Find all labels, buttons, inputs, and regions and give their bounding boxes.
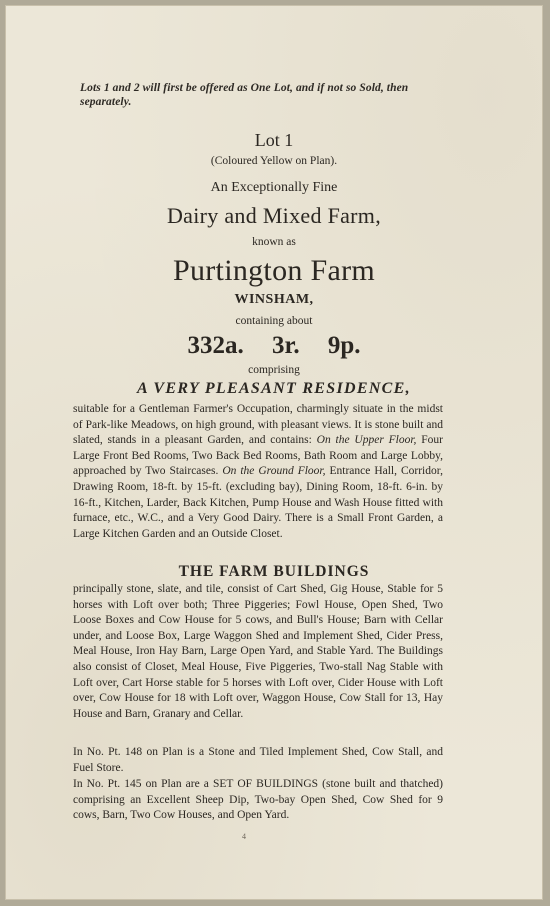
- upper-floor-label: On the Upper Floor,: [316, 434, 417, 447]
- village-name: WINSHAM,: [234, 292, 314, 307]
- containing-text: containing about: [235, 315, 313, 327]
- plot-148-description: In No. Pt. 148 on Plan is a Stone and Tiled Implement Shed, Cow Stall, and Fuel Store.: [73, 746, 443, 774]
- acreage-figure: 332a. 3r. 9p.: [187, 332, 361, 359]
- headline-line1: An Exceptionally Fine: [210, 180, 338, 195]
- residence-text-part2: Four Large Front Bed Rooms, Two Back Bed Rooms, Bath Room and Large Lobby, approached by Two Staircases.: [73, 434, 443, 478]
- lot-title: Lot 1: [254, 130, 294, 150]
- farm-buildings-description: principally stone, slate, and tile, consist of Cart Shed, Gig House, Stable for 5 horses with Loft over both; Three Piggeries; Fowl House, Open Shed, Two Loose Boxes and Cow House for 5 cows, and Bull's House; Barn with Cellar under, and Loose Box, Large Waggon Shed and Implement Shed, Cider Press, Meal House, Iron Hay Barn, Large Open Yard, and Stable Yard. The Buildings also consist of Closet, Meal House, Five Piggeries, Two-stall Nag Stable with Loft over, Cart Horse stable for 5 horses with Loft over, Cider House with Loft over, Cow House for 18 with Loft over, Waggon House, Cow Stall for 13, Hay House and Barn, Granary and Cellar.: [73, 583, 443, 720]
- intro-note: Lots 1 and 2 will first be offered as One Lot, and if not so Sold, then separately.: [80, 82, 409, 108]
- residence-text-part1: suitable for a Gentleman Farmer's Occupation, charmingly situate in the midst of Park-like Meadows, on high ground, with pleasant views. It is stone built and slated, stands in a pleasant Garden, and contains:: [73, 403, 443, 447]
- lot-subtitle: (Coloured Yellow on Plan).: [210, 155, 338, 167]
- farm-name-heading: Purtington Farm: [172, 254, 375, 287]
- page-folio-mark: 4: [242, 832, 246, 841]
- known-as-text: known as: [252, 236, 296, 248]
- farm-type-heading: Dairy and Mixed Farm,: [166, 203, 382, 228]
- residence-heading: A VERY PLEASANT RESIDENCE,: [137, 380, 411, 397]
- comprising-text: comprising: [248, 364, 300, 376]
- ground-floor-label: On the Ground Floor,: [222, 465, 326, 478]
- residence-description: [73, 402, 443, 542]
- plot-145-description: In No. Pt. 145 on Plan are a SET OF BUILDINGS (stone built and thatched) comprising an Excellent Sheep Dip, Two-bay Open Shed, Cow Shed for 9 cows, Barn, Two Cow Houses, and Open Yard.: [73, 778, 443, 822]
- residence-text-part3: Entrance Hall, Corridor, Drawing Room, 18-ft. by 15-ft. (excluding bay), Dining Room, 18-ft. 6-in. by 16-ft., Kitchen, Larder, Back Kitchen, Pump House and Wash House fitted with furnace, etc., W.C., and a Very Good Dairy. There is a Small Front Garden, a Large Kitchen Garden and an Outside Closet.: [73, 465, 443, 540]
- document-page: [6, 6, 542, 899]
- farm-buildings-heading: THE FARM BUILDINGS: [178, 563, 370, 580]
